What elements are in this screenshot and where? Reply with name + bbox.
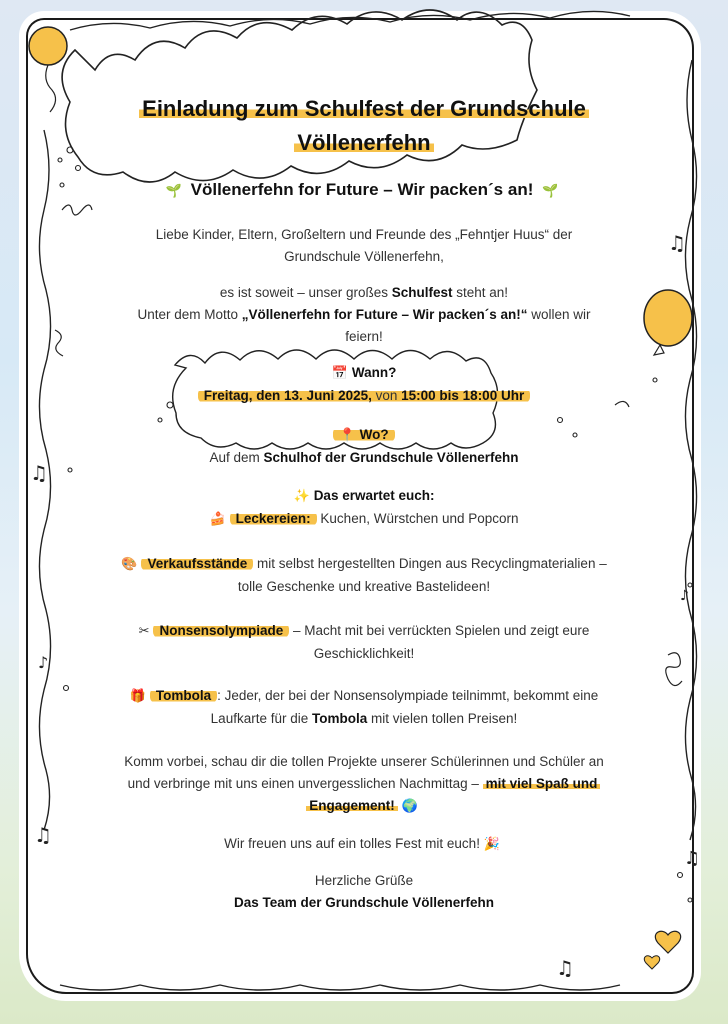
svg-text:♫: ♫ <box>684 848 701 869</box>
greeting-line-2: Grundschule Völlenerfehn, <box>284 249 444 264</box>
palette-icon: 🎨 <box>121 557 138 572</box>
svg-text:♪: ♪ <box>680 588 689 604</box>
svg-text:♪: ♪ <box>38 653 49 672</box>
intro-text: es ist soweit – unser großes <box>219 285 392 300</box>
where-section <box>0 424 728 469</box>
item4-line2-text: Laufkarte für die <box>210 711 312 726</box>
closing-final: Wir freuen uns auf ein tolles Fest mit euch! <box>224 836 480 851</box>
when-detail <box>198 388 530 403</box>
signature-block <box>0 870 728 914</box>
closing-bold-wrap-2 <box>306 798 398 813</box>
item3-bold-wrap <box>153 623 289 638</box>
where-label: Wo? <box>359 427 389 442</box>
item3-text: – Macht mit bei verrückten Spielen und zeigt eure <box>289 623 590 638</box>
item4-line2-bold: Tombola <box>311 711 368 726</box>
cake-icon: 🍰 <box>209 512 226 527</box>
when-label: Wann? <box>351 365 397 380</box>
greeting <box>0 224 728 268</box>
item4-bold: Tombola <box>155 688 212 703</box>
closing-line-2: und verbringe mit uns einen unvergesslichen Nachmittag – <box>127 776 483 791</box>
page-title <box>0 92 728 160</box>
intro <box>0 282 728 348</box>
final-line <box>0 833 728 856</box>
signature: Das Team der Grundschule Völlenerfehn <box>233 895 495 910</box>
closing-bold-wrap <box>483 776 601 791</box>
motto-bold: „Völlenerfehn for Future – Wir packen´s an!“ <box>241 307 528 322</box>
item4-text: : Jeder, der bei der Nonsensolympiade teilnimmt, bekommt eine <box>217 688 599 703</box>
party-icon: 🎉 <box>483 837 500 852</box>
closing-bold: mit viel Spaß und <box>485 776 598 791</box>
item1-bold: Leckereien: <box>235 511 311 526</box>
intro-text: steht an! <box>452 285 509 300</box>
intro-text: wollen wir <box>527 307 591 322</box>
item2-line-2: tolle Geschenke und kreative Bastelideen! <box>237 579 491 594</box>
regards: Herzliche Grüße <box>314 873 414 888</box>
item1-bold-wrap <box>230 511 317 526</box>
item1-text: Kuchen, Würstchen und Popcorn <box>316 511 519 526</box>
sprout-icon: 🌱 <box>542 184 559 199</box>
title-line-1: Einladung zum Schulfest der Grundschule <box>139 96 589 121</box>
item4-bold-wrap <box>150 688 217 703</box>
calendar-icon: 📅 <box>331 366 348 381</box>
item3-line-2: Geschicklichkeit! <box>313 646 415 661</box>
closing-bold-2: Engagement! <box>309 798 395 813</box>
closing <box>0 751 728 818</box>
item2-bold-wrap <box>141 556 253 571</box>
item3-bold: Nonsensolympiade <box>159 623 284 638</box>
intro-text: Unter dem Motto <box>137 307 242 322</box>
intro-text: feiern! <box>345 329 383 344</box>
expect-label: Das erwartet euch: <box>313 488 435 503</box>
gift-icon: 🎁 <box>129 689 146 704</box>
item4-line2-text: mit vielen tollen Preisen! <box>367 711 518 726</box>
sprout-icon: 🌱 <box>165 184 182 199</box>
music-note-doodle: ♫ <box>668 231 686 255</box>
where-bold: Schulhof der Grundschule Völlenerfehn <box>263 450 519 465</box>
item-3 <box>0 620 728 665</box>
sparkle-icon: ✨ <box>293 489 310 504</box>
where-text: Auf dem <box>209 450 264 465</box>
greeting-line-1: Liebe Kinder, Eltern, Großeltern und Freunde des „Fehntjer Huus“ der <box>155 227 573 242</box>
svg-text:♫: ♫ <box>556 956 574 980</box>
scissors-icon: ✂ <box>138 624 150 639</box>
intro-bold: Schulfest <box>391 285 453 300</box>
motto-title: Völlenerfehn for Future – Wir packen´s an! <box>190 180 534 199</box>
item2-text: mit selbst hergestellten Dingen aus Recyclingmaterialien – <box>253 556 607 571</box>
where-label-wrap <box>333 427 394 442</box>
svg-text:♫: ♫ <box>30 461 48 485</box>
item2-bold: Verkaufsstände <box>147 556 248 571</box>
pin-icon: 📍 <box>339 428 356 443</box>
item-4 <box>0 685 728 730</box>
closing-line-1: Komm vorbei, schau dir die tollen Projekte unserer Schülerinnen und Schüler an <box>124 754 604 769</box>
motto-heading <box>0 180 728 200</box>
when-section <box>0 362 728 407</box>
item-2 <box>0 553 728 598</box>
svg-text:♫: ♫ <box>34 823 52 847</box>
title-line-2: Völlenerfehn <box>294 130 433 155</box>
expect-section <box>0 485 728 531</box>
when-date: Freitag, den 13. Juni 2025, <box>203 388 372 403</box>
globe-icon: 🌍 <box>401 799 418 814</box>
when-von: von <box>371 388 402 403</box>
when-time: 15:00 bis 18:00 Uhr <box>401 388 525 403</box>
